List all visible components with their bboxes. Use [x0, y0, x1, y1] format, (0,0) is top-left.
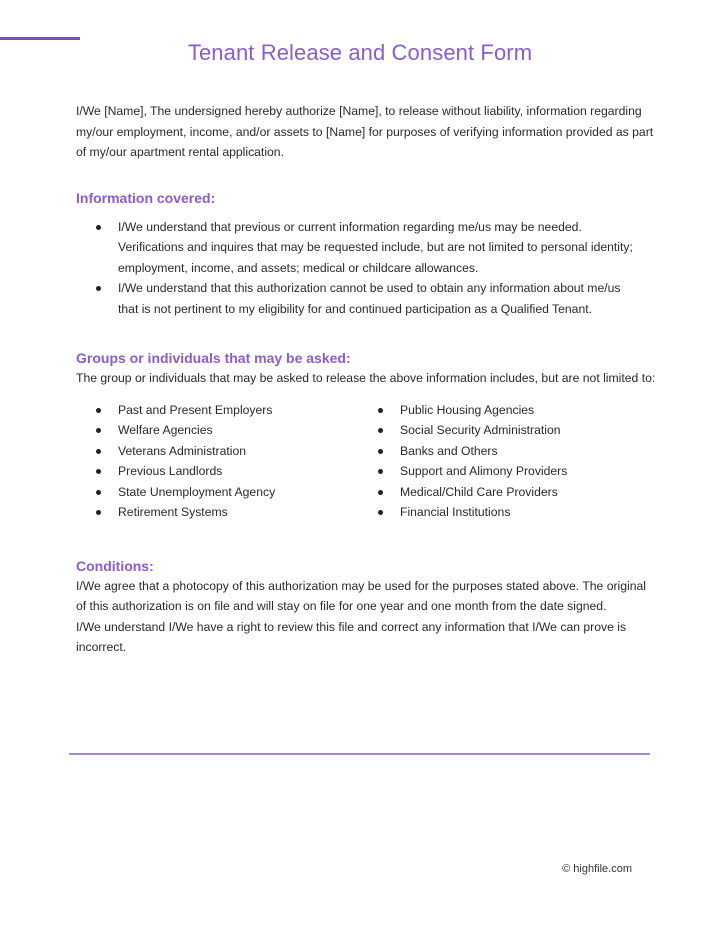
groups-intro-paragraph: The group or individuals that may be asked to release the above information includes, but are not limited to: — [76, 371, 656, 385]
information-covered-list — [76, 217, 656, 320]
list-item: Retirement Systems — [76, 502, 358, 523]
list-item: Financial Institutions — [358, 502, 648, 523]
groups-list-right — [358, 400, 648, 523]
conditions-paragraph-2: I/We understand I/We have a right to review this file and correct any information that I/We can prove is incorrect. — [76, 619, 627, 654]
conditions-paragraph-1: I/We agree that a photocopy of this authorization may be used for the purposes stated above. The original of this authorization is on file and will stay on file for one year and one month from the date signed. — [76, 578, 647, 613]
groups-two-column-list — [76, 400, 656, 523]
section-heading-information-covered: Information covered: — [76, 189, 216, 206]
list-item: Public Housing Agencies — [358, 400, 648, 421]
list-item: Past and Present Employers — [76, 400, 358, 421]
list-item: State Unemployment Agency — [76, 482, 358, 503]
groups-list-left — [76, 400, 358, 523]
list-item: Medical/Child Care Providers — [358, 482, 648, 503]
list-item: Welfare Agencies — [76, 420, 358, 441]
section-heading-groups: Groups or individuals that may be asked: — [76, 350, 351, 366]
list-item: I/We understand that this authorization cannot be used to obtain any information about me/us that is not pertinent to my eligibility for and continued participation as a Qualified Tenant. — [76, 278, 642, 319]
list-item: I/We understand that previous or current information regarding me/us may be needed. Verifications and inquires that may be requested include, but are not limited to personal identity; employment, income, and assets; medical or childcare allowances. — [76, 217, 642, 279]
section-divider — [69, 753, 650, 755]
footer-copyright: © highfile.com — [562, 863, 632, 875]
section-heading-conditions: Conditions: — [76, 557, 154, 574]
list-item: Veterans Administration — [76, 441, 358, 462]
list-item: Support and Alimony Providers — [358, 461, 648, 482]
intro-paragraph: I/We [Name], The undersigned hereby authorize [Name], to release without liability, information regarding my/our employment, income, and/or assets to [Name] for purposes of verifying information provided as part of my/our apartment rental application. — [76, 104, 654, 159]
list-item: Social Security Administration — [358, 420, 648, 441]
list-item: Previous Landlords — [76, 461, 358, 482]
page-title: Tenant Release and Consent Form — [187, 40, 533, 65]
form-body — [76, 101, 656, 658]
list-item: Banks and Others — [358, 441, 648, 462]
